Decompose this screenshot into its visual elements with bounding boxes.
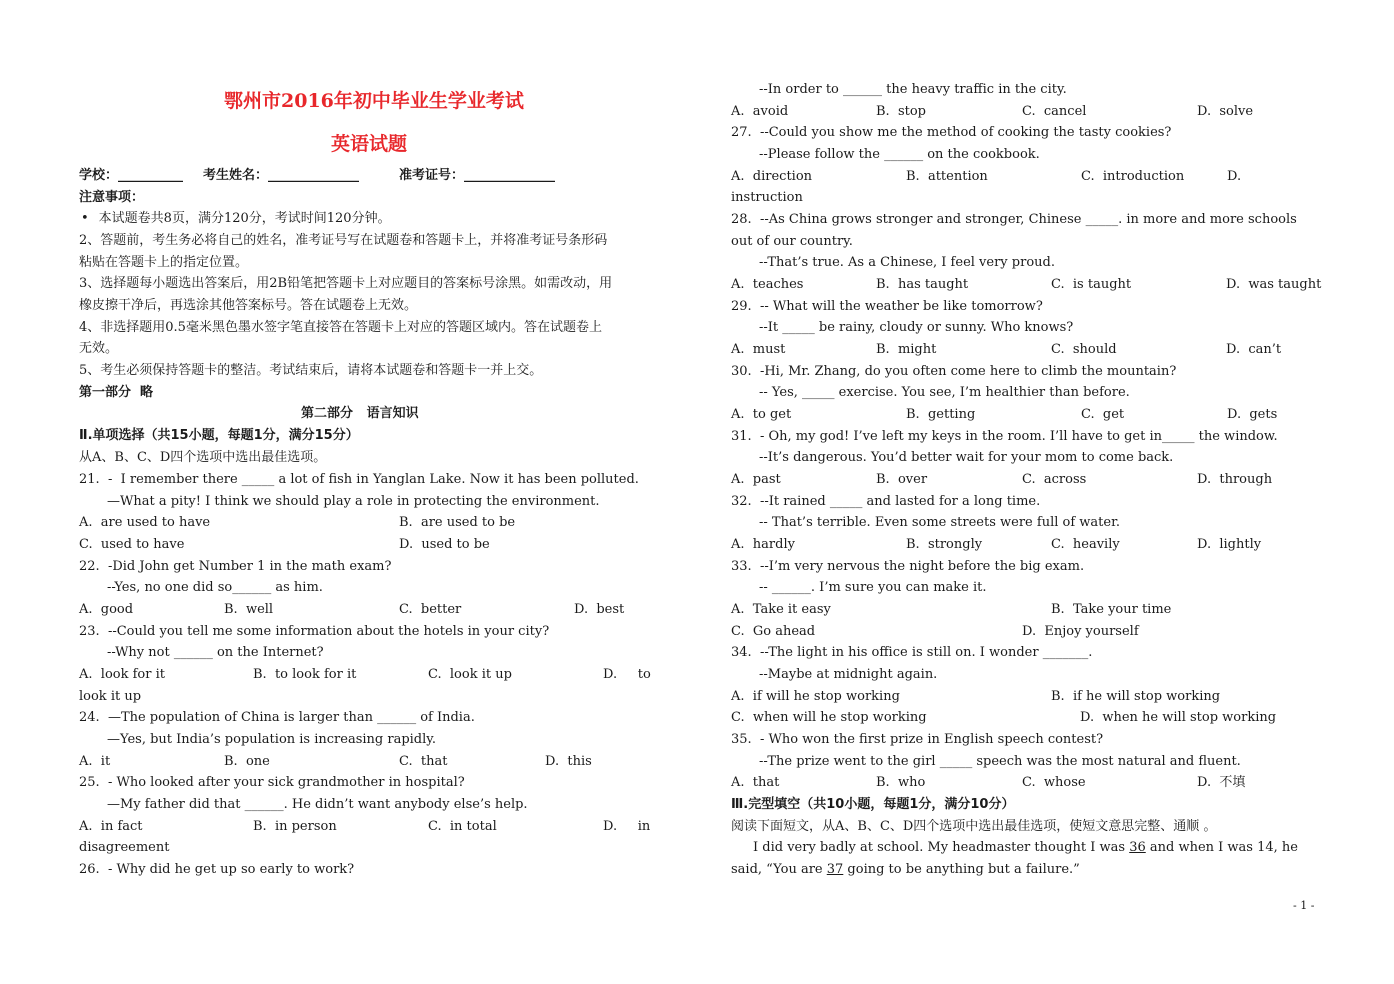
question-22-reply: --Yes, no one did so______ as him.	[107, 580, 323, 595]
note-line: 橡皮擦干净后，再选涂其他答案标号。答在试题卷上无效。	[79, 298, 418, 313]
option-a: A. if will he stop working	[731, 689, 900, 704]
option-d: D. can’t	[1226, 342, 1282, 357]
option-c: C. should	[1051, 342, 1117, 357]
note-line: 无效。	[79, 341, 119, 356]
question-25-reply: —My father did that ______. He didn’t want anybody else’s help.	[107, 797, 528, 812]
blank-36: 36	[1129, 840, 1146, 855]
option-b: B. in person	[253, 819, 337, 834]
option-d: D. best	[574, 602, 625, 617]
question-34: 34. --The light in his office is still on. I wonder _______.	[731, 645, 1093, 660]
option-b: B. might	[876, 342, 937, 357]
option-b: B. well	[224, 602, 274, 617]
note-line: 粘贴在答题卡上的指定位置。	[79, 255, 249, 270]
question-33: 33. --I’m very nervous the night before the big exam.	[731, 559, 1085, 574]
question-32-reply: -- That’s terrible. Even some streets were full of water.	[759, 515, 1120, 530]
note-line: 3、选择题每小题选出答案后，用2B铅笔把答题卡上对应题目的答案标号涂黑。如需改动，用	[79, 276, 613, 291]
option-d-continued: look it up	[79, 689, 142, 704]
option-a: A. good	[79, 602, 134, 617]
option-b: B. getting	[906, 407, 976, 422]
question-35: 35. - Who won the first prize in English speech contest?	[731, 732, 1104, 747]
option-d: D. in	[603, 819, 651, 834]
option-d: D. when he will stop working	[1080, 710, 1277, 725]
option-a: A. direction	[731, 169, 813, 184]
option-c: C. introduction	[1081, 169, 1185, 184]
question-24-reply: —Yes, but India’s population is increasing rapidly.	[107, 732, 437, 747]
option-d: D. through	[1197, 472, 1273, 487]
passage-text: going to be anything but a failure.”	[843, 862, 1080, 877]
passage-line	[731, 860, 1080, 880]
question-23-reply: --Why not ______ on the Internet?	[107, 645, 324, 660]
notes-heading: 注意事项：	[79, 190, 145, 205]
option-a: A. must	[731, 342, 786, 357]
section-instruction: 从A、B、C、D四个选项中选出最佳选项。	[79, 450, 327, 465]
note-line: 2、答题前，考生务必将自己的姓名，准考证号写在试题卷和答题卡上，并将准考证号条形码	[79, 233, 608, 248]
question-35-reply: --The prize went to the girl _____ speech was the most natural and fluent.	[759, 754, 1241, 769]
option-a: A. look for it	[79, 667, 165, 682]
exam-subtitle: 英语试题	[331, 133, 408, 155]
question-31: 31. - Oh, my god! I’ve left my keys in the room. I’ll have to get in_____ the window.	[731, 429, 1278, 444]
option-b: B. one	[224, 754, 270, 769]
option-c: C. cancel	[1022, 104, 1087, 119]
option-c: C. is taught	[1051, 277, 1132, 292]
option-d: D. gets	[1227, 407, 1278, 422]
option-c: C. whose	[1022, 775, 1086, 790]
passage-line	[753, 838, 1298, 858]
option-c: C. Go ahead	[731, 624, 816, 639]
question-25: 25. - Who looked after your sick grandmother in hospital?	[79, 775, 465, 790]
part-two-heading: 第二部分 语言知识	[301, 406, 419, 421]
option-b: B. attention	[906, 169, 988, 184]
passage-text: I did very badly at school. My headmaster thought I was	[753, 840, 1130, 855]
part-one-heading: 第一部分 略	[79, 385, 154, 400]
option-b: B. Take your time	[1051, 602, 1172, 617]
blank-37: 37	[826, 862, 844, 877]
option-b: B. if he will stop working	[1051, 689, 1221, 704]
option-b: B. over	[876, 472, 928, 487]
option-a: A. past	[731, 472, 781, 487]
option-c: C. get	[1081, 407, 1125, 422]
note-line: • 本试题卷共8页，满分120分，考试时间120分钟。	[79, 209, 391, 229]
option-c: C. when will he stop working	[731, 710, 927, 725]
option-c: C. that	[399, 754, 448, 769]
option-a: A. it	[79, 754, 111, 769]
question-22: 22. -Did John get Number 1 in the math exam?	[79, 559, 392, 574]
section-two-heading: Ⅱ.单项选择（共15小题，每题1分，满分15分）	[79, 428, 359, 443]
name-field: 考生姓名：______________	[203, 168, 360, 183]
option-b: B. stop	[876, 104, 926, 119]
option-a: A. are used to have	[79, 515, 211, 530]
option-d: D. was taught	[1226, 277, 1322, 292]
option-b: B. strongly	[906, 537, 983, 552]
question-34-reply: --Maybe at midnight again.	[759, 667, 938, 682]
section-three-heading: Ⅲ.完型填空（共10小题，每题1分，满分10分）	[731, 797, 1015, 812]
option-c: C. look it up	[428, 667, 512, 682]
question-29: 29. -- What will the weather be like tomorrow?	[731, 299, 1043, 314]
question-27: 27. --Could you show me the method of cooking the tasty cookies?	[731, 125, 1172, 140]
question-31-reply: --It’s dangerous. You’d better wait for your mom to come back.	[759, 450, 1174, 465]
option-d: D. this	[545, 754, 592, 769]
question-30-reply: -- Yes, _____ exercise. You see, I’m healthier than before.	[759, 385, 1130, 400]
option-b: B. has taught	[876, 277, 969, 292]
option-d: D. to	[603, 667, 651, 682]
option-a: A. Take it easy	[731, 602, 831, 617]
question-24: 24. —The population of China is larger than ______ of India.	[79, 710, 475, 725]
option-d: D. Enjoy yourself	[1022, 624, 1139, 639]
cloze-instruction: 阅读下面短文，从A、B、C、D四个选项中选出最佳选项，使短文意思完整、通顺 。	[731, 819, 1217, 834]
passage-text: said, “You are	[731, 862, 827, 877]
question-28-continued: out of our country.	[731, 234, 853, 249]
question-21-reply: —What a pity! I think we should play a role in protecting the environment.	[107, 494, 600, 509]
option-d: D.	[1227, 169, 1242, 184]
question-26: 26. - Why did he get up so early to work?	[79, 862, 355, 877]
page-number: - 1 -	[1293, 899, 1315, 912]
note-line: 5、考生必须保持答题卡的整洁。考试结束后，请将本试题卷和答题卡一并上交。	[79, 363, 543, 378]
question-33-reply: -- ______. I’m sure you can make it.	[759, 580, 987, 595]
option-a: A. teaches	[731, 277, 804, 292]
question-26-reply: --In order to ______ the heavy traffic in the city.	[759, 82, 1067, 97]
option-b: B. to look for it	[253, 667, 357, 682]
question-28-reply: --That’s true. As a Chinese, I feel very proud.	[759, 255, 1055, 270]
option-a: A. avoid	[731, 104, 789, 119]
option-a: A. hardly	[731, 537, 795, 552]
question-28: 28. --As China grows stronger and stronger, Chinese _____. in more and more schools	[731, 212, 1297, 227]
question-32: 32. --It rained _____ and lasted for a long time.	[731, 494, 1041, 509]
exam-title: 鄂州市2016年初中毕业生学业考试	[224, 90, 524, 112]
option-a: A. to get	[731, 407, 792, 422]
question-23: 23. --Could you tell me some information about the hotels in your city?	[79, 624, 550, 639]
option-a: A. in fact	[79, 819, 143, 834]
option-c: C. better	[399, 602, 462, 617]
option-c: C. heavily	[1051, 537, 1120, 552]
school-field: 学校：__________	[79, 168, 184, 183]
option-b: B. are used to be	[399, 515, 516, 530]
option-d-continued: disagreement	[79, 840, 170, 855]
question-27-reply: --Please follow the ______ on the cookbook.	[759, 147, 1040, 162]
option-d: D. solve	[1197, 104, 1254, 119]
question-30: 30. -Hi, Mr. Zhang, do you often come here to climb the mountain?	[731, 364, 1177, 379]
option-a: A. that	[731, 775, 780, 790]
option-c: C. in total	[428, 819, 497, 834]
option-b: B. who	[876, 775, 926, 790]
option-d: D. used to be	[399, 537, 490, 552]
note-line: 4、非选择题用0.5毫米黑色墨水签字笔直接答在答题卡上对应的答题区域内。答在试题卷上	[79, 320, 602, 335]
question-21: 21. - I remember there _____ a lot of fish in Yanglan Lake. Now it has been polluted.	[79, 472, 639, 487]
exam-number-field: 准考证号：______________	[399, 168, 556, 183]
option-d: D. 不填	[1197, 775, 1246, 790]
passage-text: and when I was 14, he	[1145, 840, 1298, 855]
option-c: C. across	[1022, 472, 1087, 487]
option-d-continued: instruction	[731, 190, 803, 205]
option-c: C. used to have	[79, 537, 185, 552]
question-29-reply: --It _____ be rainy, cloudy or sunny. Who knows?	[759, 320, 1074, 335]
option-d: D. lightly	[1197, 537, 1262, 552]
